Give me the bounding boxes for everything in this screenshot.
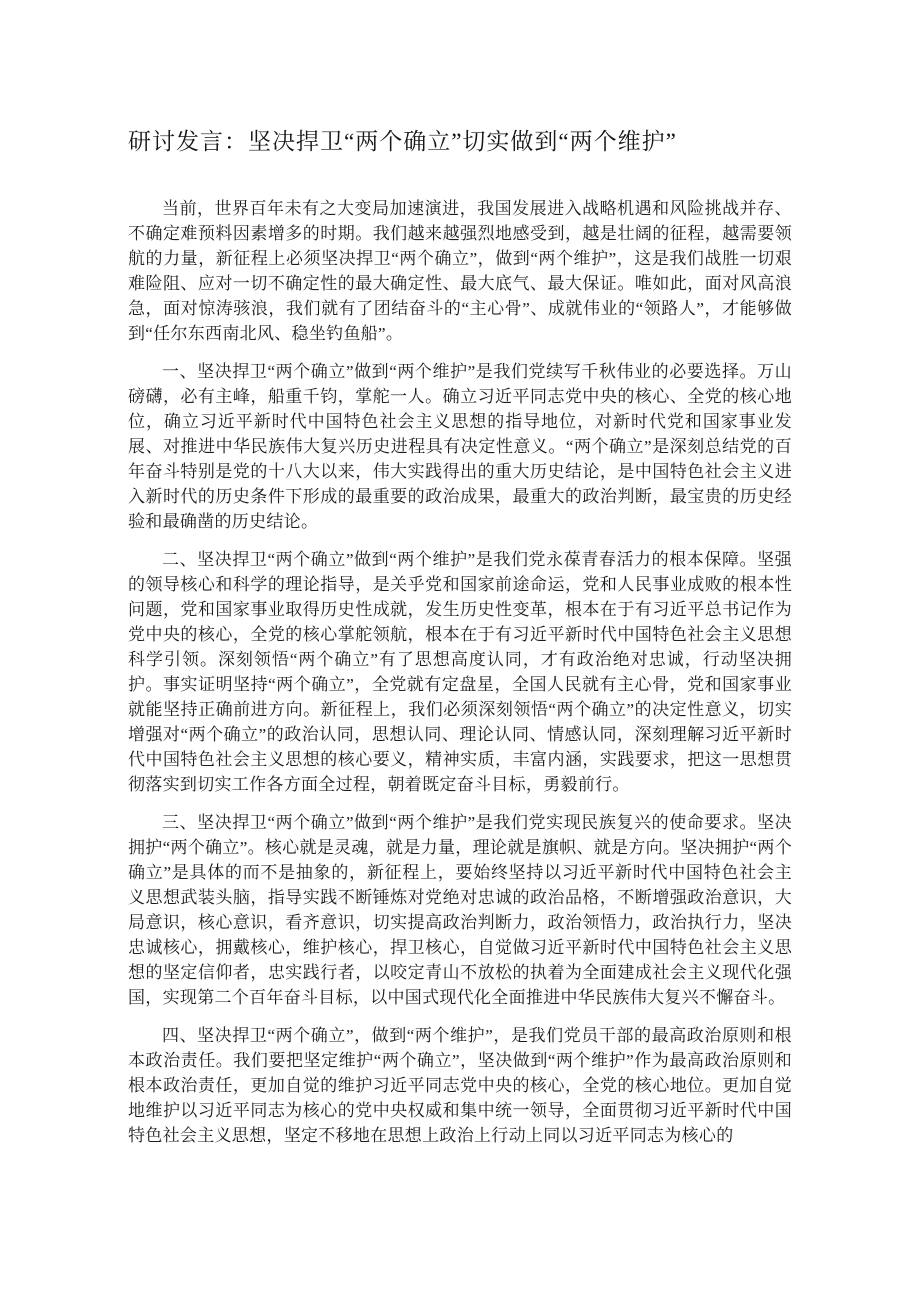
paragraph-section-2: 二、坚决捍卫“两个确立”做到“两个维护”是我们党永葆青春活力的根本保障。坚强的领导核心和科学的理论指导，是关乎党和国家前途命运，党和人民事业成败的根本性问题，党和国家事业取得历史性成就，发生历史性变革，根本在于有习近平总书记作为党中央的核心，全党的核心掌舵领航，根本在于有习近平新时代中国特色社会主义思想科学引领。深刻领悟“两个确立”有了思想高度认同，才有政治绝对忠诚，行动坚决拥护。事实证明坚持“两个确立”，全党就有定盘星，全国人民就有主心骨，党和国家事业就能坚持正确前进方向。新征程上，我们必须深刻领悟“两个确立”的决定性意义，切实增强对“两个确立”的政治认同，思想认同、理论认同、情感认同，深刻理解习近平新时代中国特色社会主义思想的核心要义，精神实质，丰富内涵，实践要求，把这一思想贯彻落实到切实工作各方面全过程，朝着既定奋斗目标，勇毅前行。 — [128, 550, 792, 794]
paragraph-section-4: 四、坚决捍卫“两个确立”，做到“两个维护”，是我们党员干部的最高政治原则和根本政治责任。我们要把坚定维护“两个确立”，坚决做到“两个维护”作为最高政治原则和根本政治责任，更加自觉的维护习近平同志党中央的核心，全党的核心地位。更加自觉地维护以习近平同志为核心的党中央权威和集中统一领导，全面贯彻习近平新时代中国特色社会主义思想，坚定不移地在思想上政治上行动上同以习近平同志为核心的 — [128, 1026, 792, 1145]
paragraph-intro: 当前，世界百年未有之大变局加速演进，我国发展进入战略机遇和风险挑战并存、不确定难预料因素增多的时期。我们越来越强烈地感受到，越是壮阔的征程，越需要领航的力量，新征程上必须坚决捍卫“两个确立”，做到“两个维护”，这是我们战胜一切艰难险阻、应对一切不确定性的最大确定性、最大底气、最大保证。唯如此，面对风高浪急，面对惊涛骇浪，我们就有了团结奋斗的“主心骨”、成就伟业的“领路人”，才能够做到“任尔东西南北风、稳坐钓鱼船”。 — [128, 199, 792, 343]
paragraph-section-1: 一、坚决捍卫“两个确立”做到“两个维护”是我们党续写千秋伟业的必要选择。万山磅礴，必有主峰，船重千钧，掌舵一人。确立习近平同志党中央的核心、全党的核心地位，确立习近平新时代中国特色社会主义思想的指导地位，对新时代党和国家事业发展、对推进中华民族伟大复兴历史进程具有决定性意义。“两个确立”是深刻总结党的百年奋斗特别是党的十八大以来，伟大实践得出的重大历史结论，是中国特色社会主义进入新时代的历史条件下形成的最重要的政治成果，最重大的政治判断，最宝贵的历史经验和最确凿的历史结论。 — [128, 362, 792, 531]
paragraph-section-3: 三、坚决捍卫“两个确立”做到“两个维护”是我们党实现民族复兴的使命要求。坚决拥护“两个确立”。核心就是灵魂，就是力量，理论就是旗帜、就是方向。坚决拥护“两个确立”是具体的而不是抽象的，新征程上，要始终坚持以习近平新时代中国特色社会主义思想武装头脑，指导实践不断锤炼对党绝对忠诚的政治品格，不断增强政治意识，大局意识，核心意识，看齐意识，切实提高政治判断力，政治领悟力，政治执行力，坚决忠诚核心，拥戴核心，维护核心，捍卫核心，自觉做习近平新时代中国特色社会主义思想的坚定信仰者，忠实践行者，以咬定青山不放松的执着为全面建成社会主义现代化强国，实现第二个百年奋斗目标，以中国式现代化全面推进中华民族伟大复兴不懈奋斗。 — [128, 813, 792, 1007]
document-title: 研讨发言：坚决捍卫“两个确立”切实做到“两个维护” — [128, 129, 677, 154]
